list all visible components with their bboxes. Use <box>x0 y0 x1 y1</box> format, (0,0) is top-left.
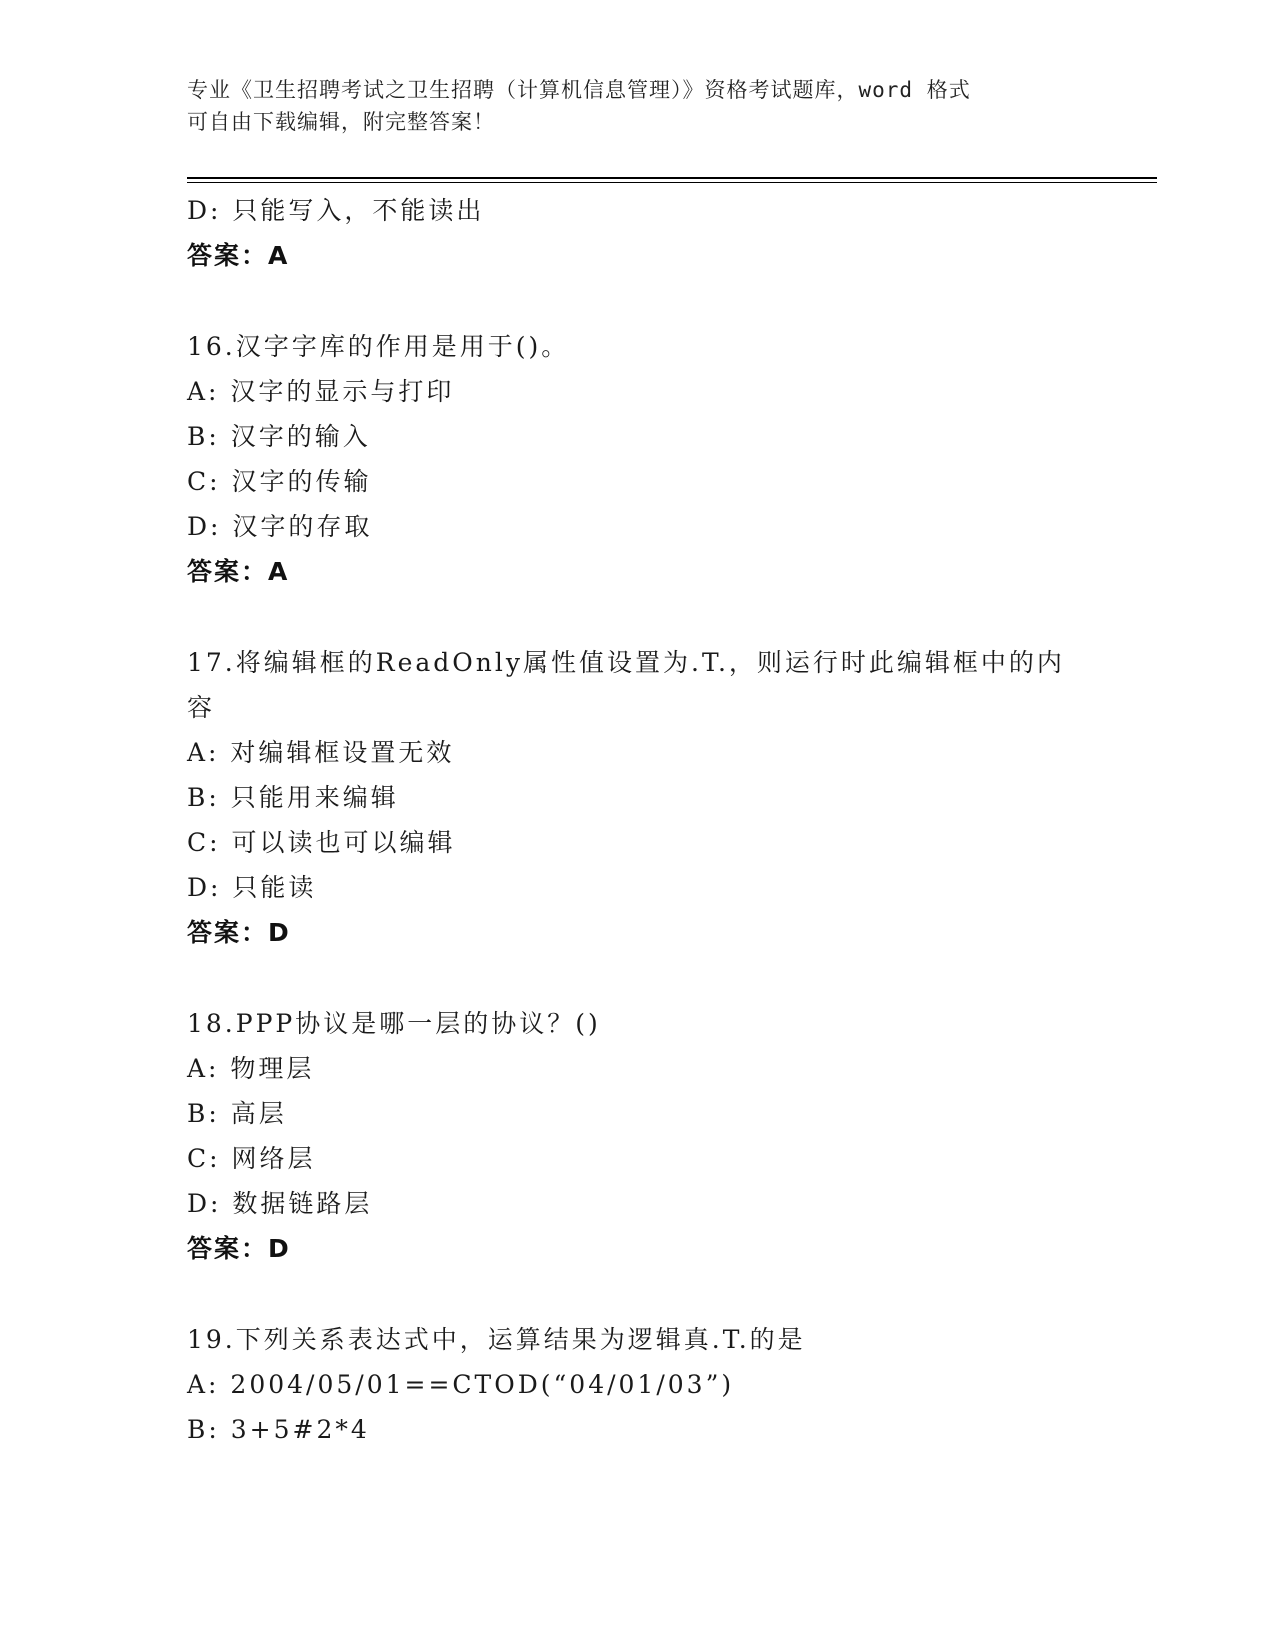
question-16-option-b: B: 汉字的输入 <box>187 422 371 451</box>
question-17-text: 17.将编辑框的ReadOnly属性值设置为.T.，则运行时此编辑框中的内容 <box>187 648 1065 722</box>
question-17-option-b: B: 只能用来编辑 <box>187 783 399 812</box>
question-16-text: 16.汉字字库的作用是用于()。 <box>187 332 570 361</box>
header-rule-thick <box>187 177 1157 179</box>
question-19-text: 19.下列关系表达式中，运算结果为逻辑真.T.的是 <box>187 1325 806 1354</box>
spacer <box>187 1271 1087 1317</box>
question-19-option-a: A: 2004/05/01==CTOD(“04/01/03”) <box>187 1370 735 1399</box>
header-line-2: 可自由下载编辑，附完整答案！ <box>187 110 495 134</box>
header-line-1: 专业《卫生招聘考试之卫生招聘（计算机信息管理）》资格考试题库，word 格式 <box>187 78 971 102</box>
question-18-option-a: A: 物理层 <box>187 1054 315 1083</box>
question-19-option-b: B: 3+5#2*4 <box>187 1415 370 1444</box>
question-16-option-d: D: 汉字的存取 <box>187 512 373 541</box>
question-16-option-c: C: 汉字的传输 <box>187 467 372 496</box>
question-18-text: 18.PPP协议是哪一层的协议？() <box>187 1009 601 1038</box>
question-17-answer: 答案：D <box>187 918 291 947</box>
question-16-answer: 答案：A <box>187 557 290 586</box>
question-16-option-a: A: 汉字的显示与打印 <box>187 377 455 406</box>
spacer <box>187 594 1087 640</box>
spacer <box>187 955 1087 1001</box>
question-18-option-c: C: 网络层 <box>187 1144 316 1173</box>
document-header <box>187 74 1087 138</box>
question-18-option-d: D: 数据链路层 <box>187 1189 373 1218</box>
spacer <box>187 278 1087 324</box>
question-17-option-c: C: 可以读也可以编辑 <box>187 828 456 857</box>
header-rule-thin <box>187 182 1157 183</box>
question-list <box>187 188 1087 1452</box>
option-d: D: 只能写入，不能读出 <box>187 196 485 225</box>
question-17-option-a: A: 对编辑框设置无效 <box>187 738 455 767</box>
question-18-option-b: B: 高层 <box>187 1099 287 1128</box>
question-17-option-d: D: 只能读 <box>187 873 317 902</box>
answer-line: 答案：A <box>187 241 290 270</box>
question-18-answer: 答案：D <box>187 1234 291 1263</box>
